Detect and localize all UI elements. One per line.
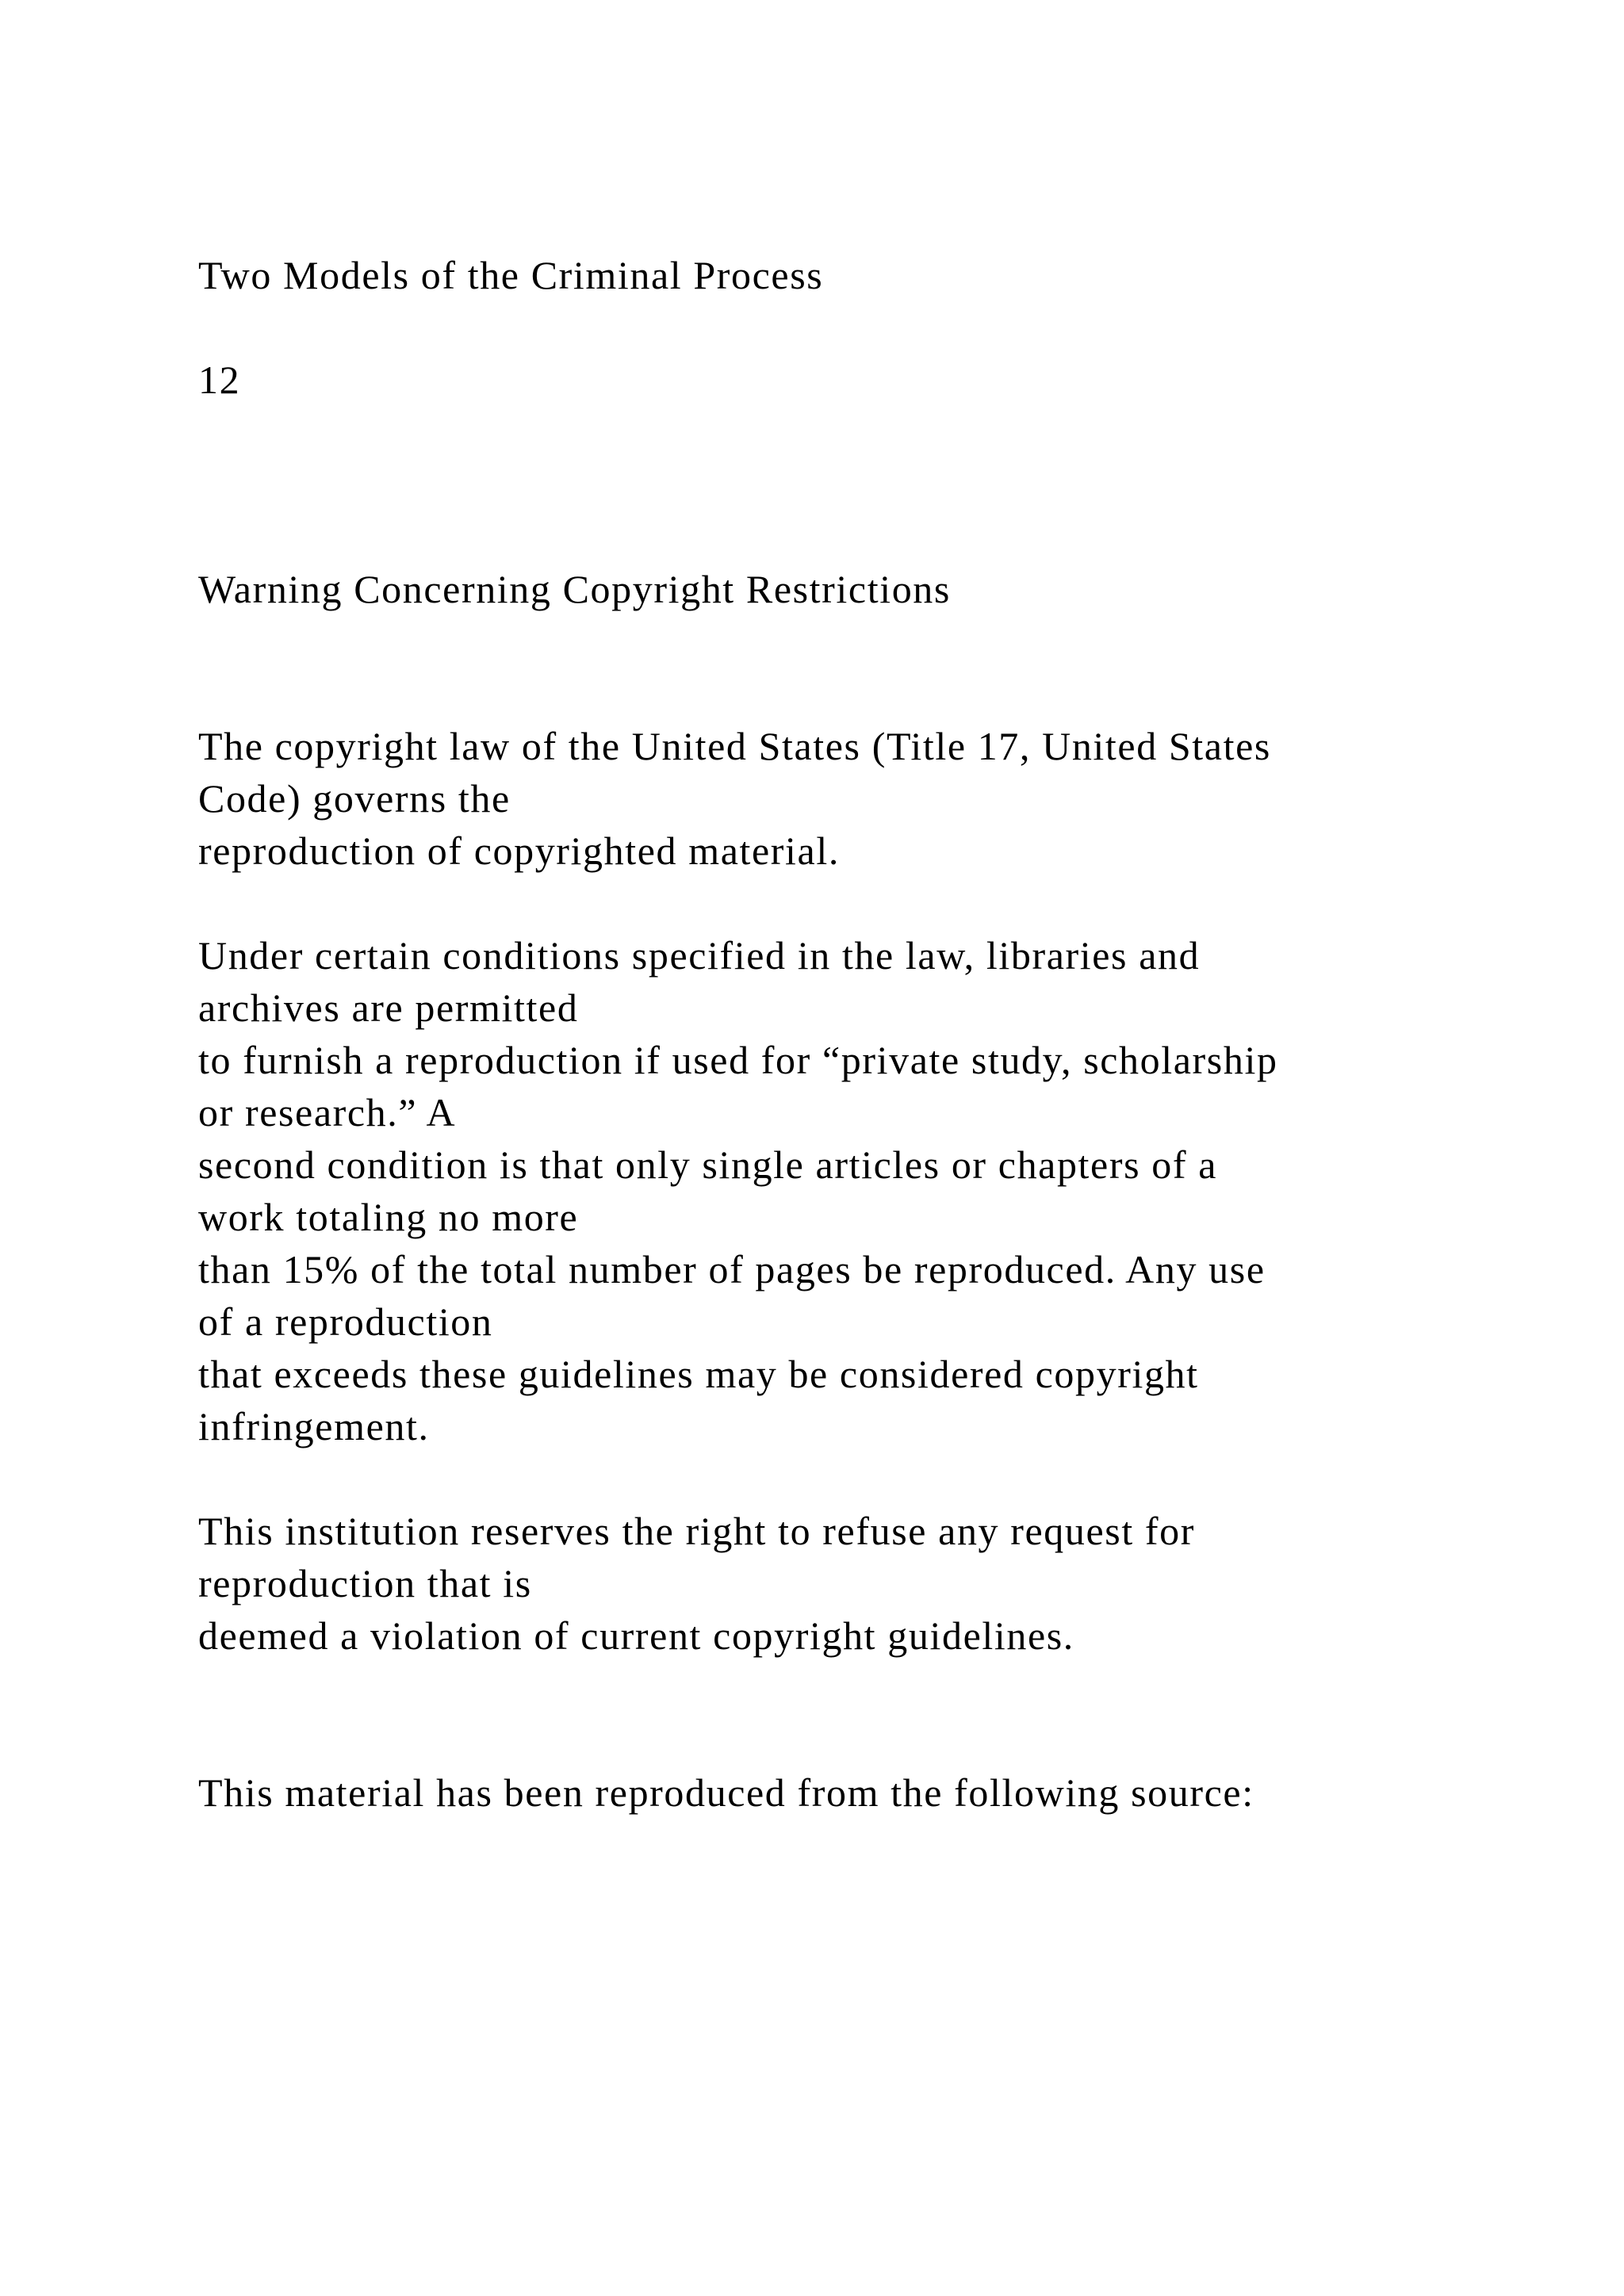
text-line: deemed a violation of current copyright guidelines. [198, 1613, 1074, 1658]
text-line: or research.” A [198, 1090, 457, 1135]
text-line: This material has been reproduced from the following source: [198, 1770, 1254, 1815]
page-number: 12 [198, 358, 241, 402]
text-line: Under certain conditions specified in the law, libraries and [198, 933, 1201, 978]
text-line: that exceeds these guidelines may be considered copyright [198, 1352, 1199, 1396]
text-line: archives are permitted [198, 985, 579, 1030]
text-line: than 15% of the total number of pages be reproduced. Any use [198, 1247, 1266, 1292]
text-line: Code) governs the [198, 776, 511, 821]
text-line: of a reproduction [198, 1299, 493, 1344]
document-title: Two Models of the Criminal Process [198, 253, 824, 297]
text-line: reproduction of copyrighted material. [198, 828, 840, 873]
text-line: to furnish a reproduction if used for “private study, scholarship [198, 1038, 1278, 1082]
text-line: second condition is that only single articles or chapters of a [198, 1142, 1217, 1187]
section-heading: Warning Concerning Copyright Restrictions [198, 567, 951, 611]
text-line: The copyright law of the United States (Title 17, United States [198, 724, 1271, 768]
text-line: infringement. [198, 1404, 430, 1448]
text-line: reproduction that is [198, 1561, 532, 1605]
text-line: work totaling no more [198, 1195, 579, 1239]
text-line: This institution reserves the right to refuse any request for [198, 1509, 1196, 1553]
